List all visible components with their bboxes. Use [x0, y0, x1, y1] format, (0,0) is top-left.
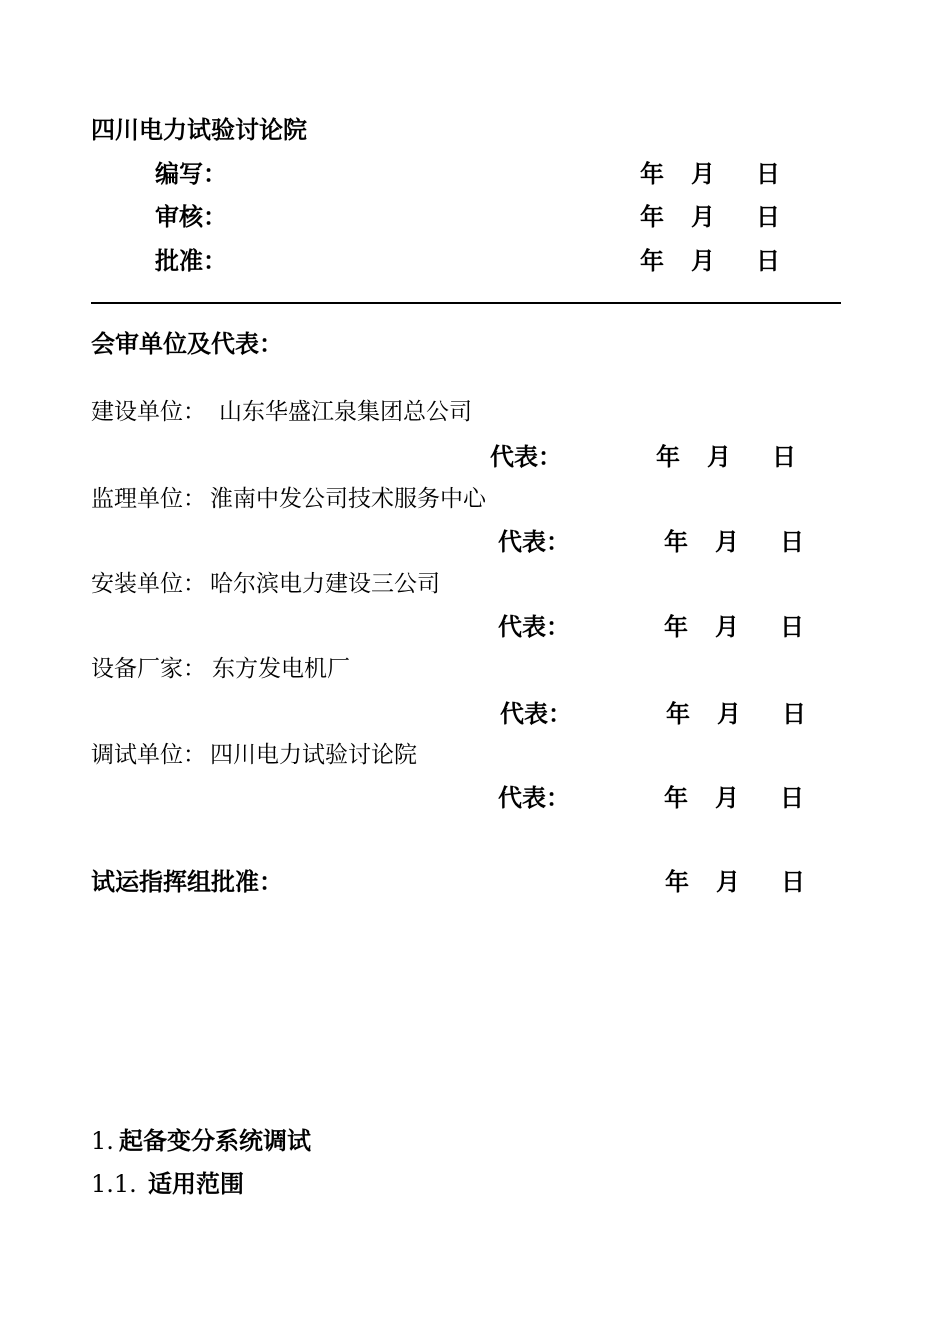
- unit-label: 安装单位：: [91, 571, 206, 597]
- year-label: 年: [640, 159, 664, 188]
- day-label: 日: [756, 159, 780, 188]
- unit-label: 调试单位：: [91, 742, 206, 768]
- section-title: 适用范围: [148, 1169, 244, 1198]
- signoff-label: 审核：: [155, 202, 227, 231]
- unit-label: 建设单位：: [91, 399, 206, 425]
- signoff-label: 批准：: [155, 246, 227, 275]
- month-label: 月: [715, 612, 739, 641]
- section-number: 1.1.: [91, 1170, 137, 1198]
- day-label: 日: [772, 442, 796, 471]
- unit-name: 四川电力试验讨论院: [210, 742, 417, 768]
- representative-label: 代表：: [498, 527, 570, 556]
- year-label: 年: [656, 442, 680, 471]
- joint-review-title: 会审单位及代表：: [91, 329, 283, 358]
- year-label: 年: [666, 699, 690, 728]
- unit-name: 淮南中发公司技术服务中心: [210, 486, 486, 512]
- unit-name: 东方发电机厂: [212, 656, 350, 682]
- section-number: 1.: [91, 1127, 114, 1155]
- day-label: 日: [756, 202, 780, 231]
- month-label: 月: [691, 202, 715, 231]
- day-label: 日: [780, 527, 804, 556]
- year-label: 年: [664, 612, 688, 641]
- representative-label: 代表：: [490, 442, 562, 471]
- day-label: 日: [782, 699, 806, 728]
- representative-label: 代表：: [498, 612, 570, 641]
- institute-title: 四川电力试验讨论院: [91, 115, 307, 144]
- month-label: 月: [707, 442, 731, 471]
- year-label: 年: [640, 246, 664, 275]
- month-label: 月: [716, 867, 740, 896]
- unit-name: 山东华盛江泉集团总公司: [219, 399, 472, 425]
- year-label: 年: [664, 527, 688, 556]
- month-label: 月: [691, 246, 715, 275]
- unit-name: 哈尔滨电力建设三公司: [210, 571, 440, 597]
- day-label: 日: [781, 867, 805, 896]
- section-title: 起备变分系统调试: [119, 1126, 311, 1155]
- month-label: 月: [717, 699, 741, 728]
- day-label: 日: [756, 246, 780, 275]
- divider: [91, 302, 841, 304]
- representative-label: 代表：: [498, 783, 570, 812]
- day-label: 日: [780, 612, 804, 641]
- unit-label: 监理单位：: [91, 486, 206, 512]
- year-label: 年: [665, 867, 689, 896]
- approval-label: 试运指挥组批准：: [91, 867, 283, 896]
- year-label: 年: [664, 783, 688, 812]
- month-label: 月: [715, 783, 739, 812]
- month-label: 月: [715, 527, 739, 556]
- signoff-label: 编写：: [155, 159, 227, 188]
- representative-label: 代表：: [500, 699, 572, 728]
- year-label: 年: [640, 202, 664, 231]
- day-label: 日: [780, 783, 804, 812]
- month-label: 月: [691, 159, 715, 188]
- unit-label: 设备厂家：: [91, 656, 206, 682]
